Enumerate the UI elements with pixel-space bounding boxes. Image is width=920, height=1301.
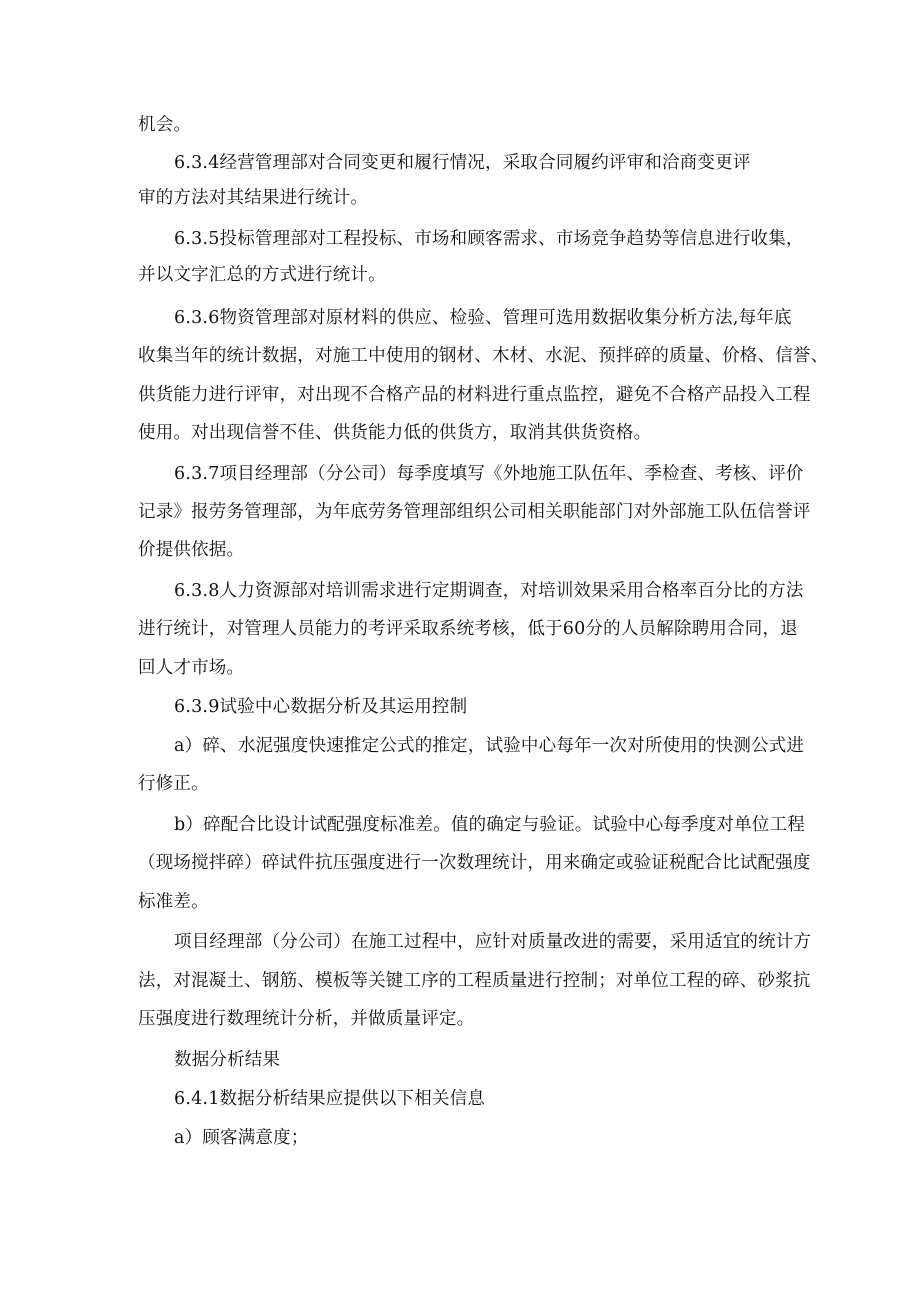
text-line: 6.3.9试验中心数据分析及其运用控制 [174,697,468,717]
text-line: 机会。 [138,115,192,135]
text-line: 行修正。 [138,774,209,794]
text-line: 6.3.5投标管理部对工程投标、市场和顾客需求、市场竞争趋势等信息进行收集， [174,229,804,249]
text-line: a）碎、水泥强度快速推定公式的推定，试验中心每年一次对所使用的快测公式进 [174,736,805,756]
text-line: 并以文字汇总的方式进行统计。 [138,265,386,285]
text-line: 6.3.6物资管理部对原材料的供应、检验、管理可选用数据收集分析方法,每年底 [174,308,792,328]
text-line: 使用。对出现信誉不佳、供货能力低的供货方，取消其供货资格。 [138,423,652,443]
text-line: a）顾客满意度； [174,1128,309,1148]
text-line: b）碎配合比设计试配强度标准差。值的确定与验证。试验中心每季度对单位工程 [174,815,805,835]
text-line: 收集当年的统计数据，对施工中使用的钢材、木材、水泥、预拌碎的质量、价格、信誉、 [138,346,829,366]
text-line: 6.3.7项目经理部（分公司）每季度填写《外地施工队伍年、季检查、考核、评价 [174,464,804,484]
text-line: 法，对混凝土、钢筋、模板等关键工序的工程质量进行控制；对单位工程的碎、砂浆抗 [138,971,811,991]
text-line: 审的方法对其结果进行统计。 [138,188,369,208]
text-line: 供货能力进行评审，对出现不合格产品的材料进行重点监控，避免不合格产品投入工程 [138,385,811,405]
text-line: 压强度进行数理统计分析，并做质量评定。 [138,1009,475,1029]
text-line: （现场搅拌碎）碎试件抗压强度进行一次数理统计，用来确定或验证税配合比试配强度 [138,853,811,873]
text-line: 价提供依据。 [138,540,245,560]
text-line: 进行统计，对管理人员能力的考评采取系统考核，低于60分的人员解除聘用合同，退 [138,619,798,639]
text-line: 6.3.8人力资源部对培训需求进行定期调查，对培训效果采用合格率百分比的方法 [174,581,804,601]
text-line: 标准差。 [138,892,209,912]
section-heading: 数据分析结果 [174,1050,281,1070]
text-line: 项目经理部（分公司）在施工过程中，应针对质量改进的需要，采用适宜的统计方 [174,932,812,952]
text-line: 回人才市场。 [138,658,245,678]
text-line: 6.4.1数据分析结果应提供以下相关信息 [174,1089,486,1109]
text-line: 6.3.4经营管理部对合同变更和履行情况，采取合同履约评审和洽商变更评 [174,153,751,173]
text-line: 记录》报劳务管理部，为年底劳务管理部组织公司相关职能部门对外部施工队伍信誉评 [138,502,811,522]
